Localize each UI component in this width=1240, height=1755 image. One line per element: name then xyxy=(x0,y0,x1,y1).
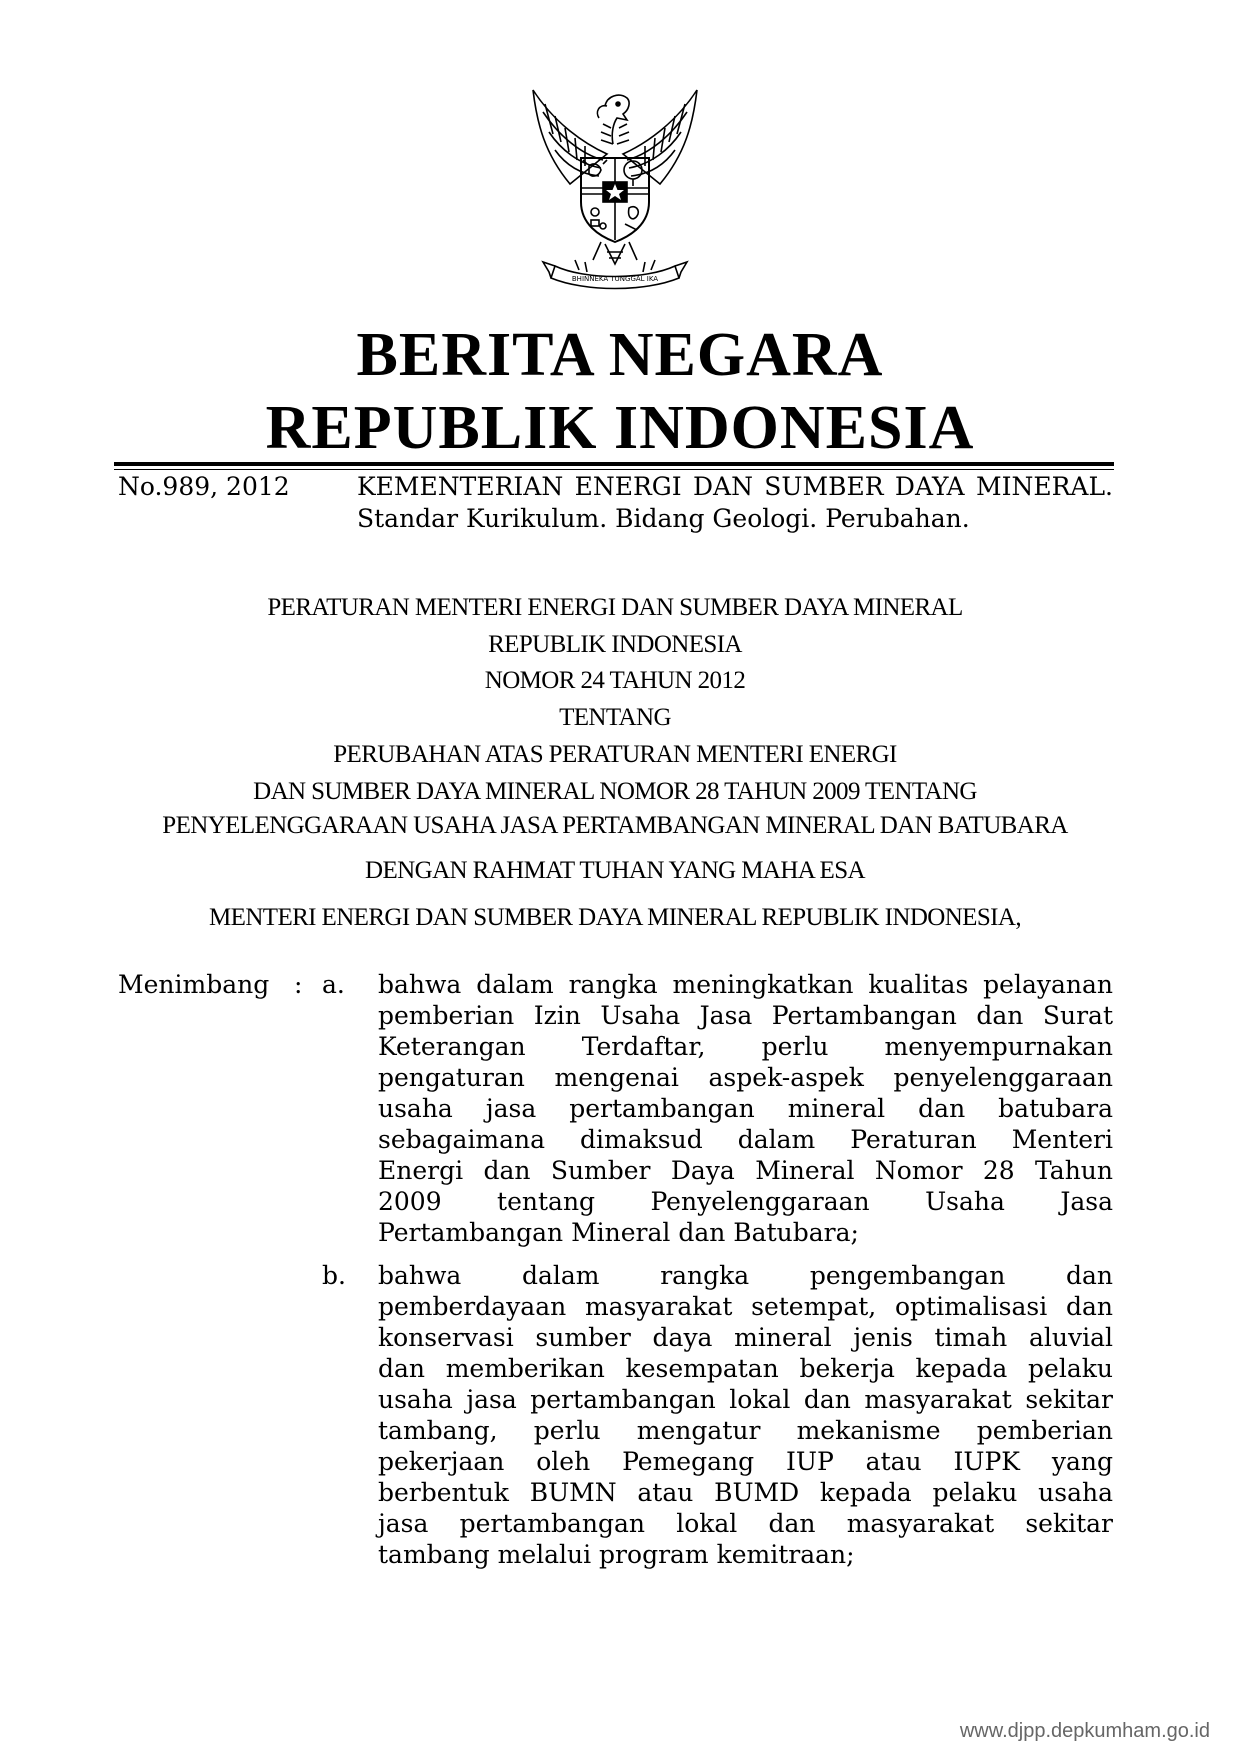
text-line: sebagaimana dimaksud dalam Peraturan Menteri xyxy=(378,1125,1113,1154)
text-line: dan memberikan kesempatan bekerja kepada pelaku xyxy=(378,1354,1113,1383)
text-line: pemberdayaan masyarakat setempat, optimalisasi dan xyxy=(378,1292,1113,1321)
preamble-minister: MENTERI ENERGI DAN SUMBER DAYA MINERAL REPUBLIK INDONESIA, xyxy=(209,904,1021,931)
regulation-subject-line: DAN SUMBER DAYA MINERAL NOMOR 28 TAHUN 2009 TENTANG xyxy=(253,778,977,805)
regulation-subject-line: PERUBAHAN ATAS PERATURAN MENTERI ENERGI xyxy=(333,741,897,768)
considering-item-b xyxy=(378,1260,1113,1570)
preamble-invocation: DENGAN RAHMAT TUHAN YANG MAHA ESA xyxy=(365,857,865,884)
regulation-about: TENTANG xyxy=(559,704,671,731)
masthead-title: BERITA NEGARA xyxy=(356,321,884,389)
text-line: usaha jasa pertambangan mineral dan batubara xyxy=(378,1094,1113,1123)
footer-url[interactable]: www.djpp.depkumham.go.id xyxy=(959,1720,1210,1742)
considering-item-letter: b. xyxy=(322,1261,346,1290)
text-line: berbentuk BUMN atau BUMD kepada pelaku usaha xyxy=(378,1478,1113,1507)
text-line: 2009 tentang Penyelenggaraan Usaha Jasa xyxy=(378,1187,1113,1216)
considering-item-a xyxy=(378,969,1113,1248)
text-line: pekerjaan oleh Pemegang IUP atau IUPK yang xyxy=(378,1447,1113,1476)
regulation-title-line: REPUBLIK INDONESIA xyxy=(488,631,742,658)
text-line: Pertambangan Mineral dan Batubara; xyxy=(378,1218,859,1247)
garuda-emblem-icon xyxy=(515,84,715,300)
considering-label: Menimbang xyxy=(118,970,270,999)
masthead-subtitle: REPUBLIK INDONESIA xyxy=(265,394,975,462)
header-rule xyxy=(114,462,1114,466)
ministry-name: KEMENTERIAN ENERGI DAN SUMBER DAYA MINERAL. xyxy=(357,472,1113,501)
regulation-subject-line: PENYELENGGARAAN USAHA JASA PERTAMBANGAN MINERAL DAN BATUBARA xyxy=(162,812,1068,839)
gazette-subject: Standar Kurikulum. Bidang Geologi. Perubahan. xyxy=(357,504,970,533)
text-line: pengaturan mengenai aspek-aspek penyelenggaraan xyxy=(378,1063,1113,1092)
text-line: Energi dan Sumber Daya Mineral Nomor 28 Tahun xyxy=(378,1156,1113,1185)
text-line: usaha jasa pertambangan lokal dan masyarakat sekitar xyxy=(378,1385,1113,1414)
text-line: bahwa dalam rangka meningkatkan kualitas pelayanan xyxy=(378,970,1113,999)
considering-colon: : xyxy=(294,970,303,999)
text-line: tambang melalui program kemitraan; xyxy=(378,1540,855,1569)
text-line: Keterangan Terdaftar, perlu menyempurnakan xyxy=(378,1032,1113,1061)
text-line: pemberian Izin Usaha Jasa Pertambangan dan Surat xyxy=(378,1001,1113,1030)
header-rule-thin xyxy=(114,469,1114,470)
text-line: jasa pertambangan lokal dan masyarakat sekitar xyxy=(378,1509,1113,1538)
gazette-number: No.989, 2012 xyxy=(118,472,290,501)
regulation-title-line: PERATURAN MENTERI ENERGI DAN SUMBER DAYA MINERAL xyxy=(267,594,963,621)
text-line: bahwa dalam rangka pengembangan dan xyxy=(378,1261,1113,1290)
regulation-number: NOMOR 24 TAHUN 2012 xyxy=(484,667,746,694)
text-line: konservasi sumber daya mineral jenis timah aluvial xyxy=(378,1323,1113,1352)
text-line: tambang, perlu mengatur mekanisme pemberian xyxy=(378,1416,1113,1445)
emblem-motto: BHINNEKA TUNGGAL IKA xyxy=(571,275,659,283)
considering-item-letter: a. xyxy=(322,970,345,999)
